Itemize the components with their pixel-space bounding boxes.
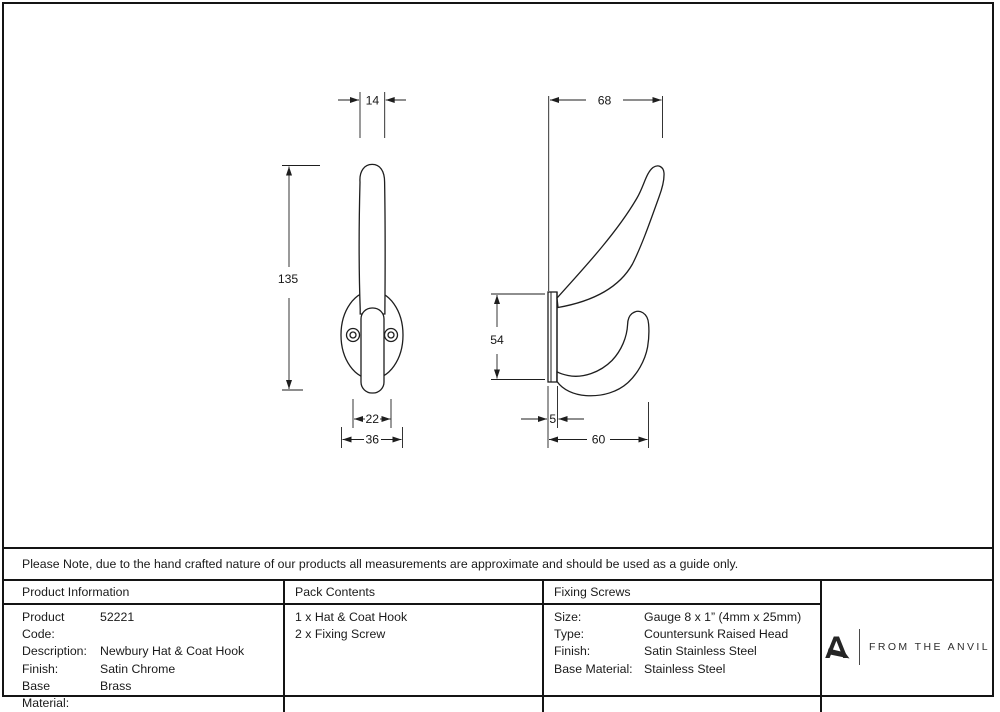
table-row [554,661,820,678]
fixing-screws-body [544,605,822,712]
brand-logo [822,581,992,712]
side-upper-hook [557,166,664,308]
anvil-logo-icon [824,635,850,659]
row-label: Type: [554,627,585,642]
dim-front-width-top: 14 [365,93,380,108]
dim-front-plate-width: 36 [365,432,380,447]
title-block [4,581,992,711]
dim-side-plate-height: 54 [490,333,504,347]
front-screw-hole-right [385,329,398,342]
pack-contents-body [285,605,544,712]
front-view-drawing [341,164,403,393]
dim-side-plate-thickness: 5 [549,412,557,426]
fixing-screws-header [544,581,822,605]
table-row [554,609,820,626]
front-screw-hole-left [347,329,360,342]
row-label: Base Material: [554,661,633,676]
spec-sheet [2,2,994,711]
table-row [554,643,820,660]
row-value: Countersunk Raised Head [644,627,789,642]
pack-item: 1 x Hat & Coat Hook [295,610,408,624]
row-label: Finish: [22,661,59,676]
front-center-bar [361,308,384,393]
dim-side-lower-depth: 60 [591,432,606,447]
row-value: Brass [100,678,132,693]
technical-drawing-area [4,4,992,547]
note-bar [4,547,992,581]
product-information-title: Product Information [22,585,130,599]
fixing-screws-title: Fixing Screws [554,585,631,599]
pack-contents-title: Pack Contents [295,585,375,599]
table-row [22,678,283,712]
side-view-drawing [548,166,664,396]
product-information-header [4,581,285,605]
table-row [22,661,283,678]
pack-item: 2 x Fixing Screw [295,627,386,642]
table-row [22,609,283,643]
front-hook-prong [359,164,385,314]
row-value: Newbury Hat & Coat Hook [100,644,245,659]
row-value: Satin Stainless Steel [644,644,757,659]
note-text: Please Note, due to the hand crafted nature of our products all measurements are approximate and should be used as a guide only. [22,557,739,571]
side-backplate [548,292,557,382]
pack-contents-header [285,581,544,605]
product-information-body [4,605,285,712]
row-label: Finish: [554,644,591,659]
hook-technical-drawing [4,4,992,547]
dim-side-depth-total: 68 [597,93,612,108]
table-row [22,643,283,660]
row-label: Base Material: [22,678,70,711]
dim-front-height: 135 [277,272,299,286]
side-lower-hook [557,311,649,395]
row-value: Satin Chrome [100,661,176,676]
front-view-dimensions [282,92,406,448]
logo-wordmark: FROM THE ANVIL [869,640,990,653]
row-value: 52221 [100,610,135,624]
side-view-dimensions [491,96,663,448]
row-value: Gauge 8 x 1” (4mm x 25mm) [644,610,802,624]
table-row [554,626,820,643]
row-label: Description: [22,644,87,659]
logo-divider [859,629,860,665]
row-label: Size: [554,610,582,624]
row-label: Product Code: [22,610,65,642]
row-value: Stainless Steel [644,661,726,676]
dim-front-hole-spacing: 22 [365,412,380,426]
